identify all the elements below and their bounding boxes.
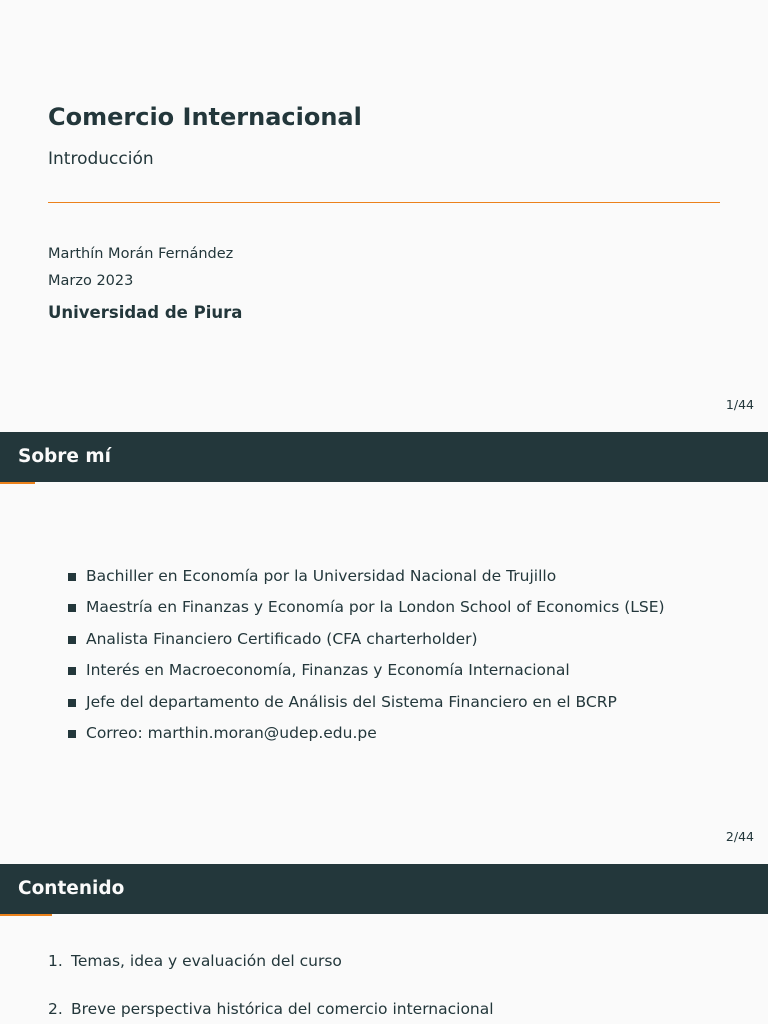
frame-title: Sobre mí bbox=[18, 446, 112, 467]
institute-name: Universidad de Piura bbox=[48, 303, 243, 322]
square-bullet-icon bbox=[68, 573, 76, 581]
list-item bbox=[68, 660, 665, 691]
list-item-text: Maestría en Finanzas y Economía por la London School of Economics (LSE) bbox=[86, 598, 665, 617]
toc-item bbox=[48, 999, 494, 1024]
presentation-title: Comercio Internacional bbox=[48, 103, 362, 131]
list-item-text: Jefe del departamento de Análisis del Sistema Financiero en el BCRP bbox=[86, 692, 617, 711]
frame-title-accent-line bbox=[0, 914, 52, 916]
toc-item-number: 1. bbox=[48, 952, 63, 970]
list-item bbox=[68, 566, 665, 597]
title-separator-line bbox=[48, 202, 720, 203]
list-item bbox=[68, 692, 665, 723]
list-item bbox=[68, 629, 665, 660]
presentation-subtitle: Introducción bbox=[48, 149, 154, 169]
frame-title: Contenido bbox=[18, 878, 125, 899]
frame-header-bar bbox=[0, 432, 768, 482]
author-name: Marthín Morán Fernández bbox=[48, 246, 234, 262]
contents-slide bbox=[0, 864, 768, 1024]
presentation-date: Marzo 2023 bbox=[48, 273, 134, 289]
list-item-text: Interés en Macroeconomía, Finanzas y Economía Internacional bbox=[86, 661, 570, 680]
frame-header-bar bbox=[0, 864, 768, 914]
square-bullet-icon bbox=[68, 604, 76, 612]
square-bullet-icon bbox=[68, 730, 76, 738]
toc-item-number: 2. bbox=[48, 1000, 63, 1018]
list-item-text: Analista Financiero Certificado (CFA charterholder) bbox=[86, 629, 478, 648]
list-item-text: Bachiller en Economía por la Universidad Nacional de Trujillo bbox=[86, 567, 557, 585]
about-me-slide bbox=[0, 432, 768, 864]
square-bullet-icon bbox=[68, 699, 76, 707]
square-bullet-icon bbox=[68, 636, 76, 644]
toc-item bbox=[48, 951, 494, 999]
list-item bbox=[68, 597, 665, 628]
bullet-list bbox=[68, 566, 665, 754]
frame-title-accent-line bbox=[0, 482, 35, 484]
square-bullet-icon bbox=[68, 667, 76, 675]
title-slide bbox=[0, 0, 768, 432]
toc-item-text: Temas, idea y evaluación del curso bbox=[71, 952, 342, 970]
toc-item-text: Breve perspectiva histórica del comercio internacional bbox=[71, 1000, 494, 1018]
page-number: 2/44 bbox=[725, 829, 754, 844]
list-item-text: Correo: marthin.moran@udep.edu.pe bbox=[86, 723, 377, 742]
page-number: 1/44 bbox=[725, 397, 754, 412]
table-of-contents bbox=[48, 951, 494, 1024]
list-item bbox=[68, 723, 665, 754]
